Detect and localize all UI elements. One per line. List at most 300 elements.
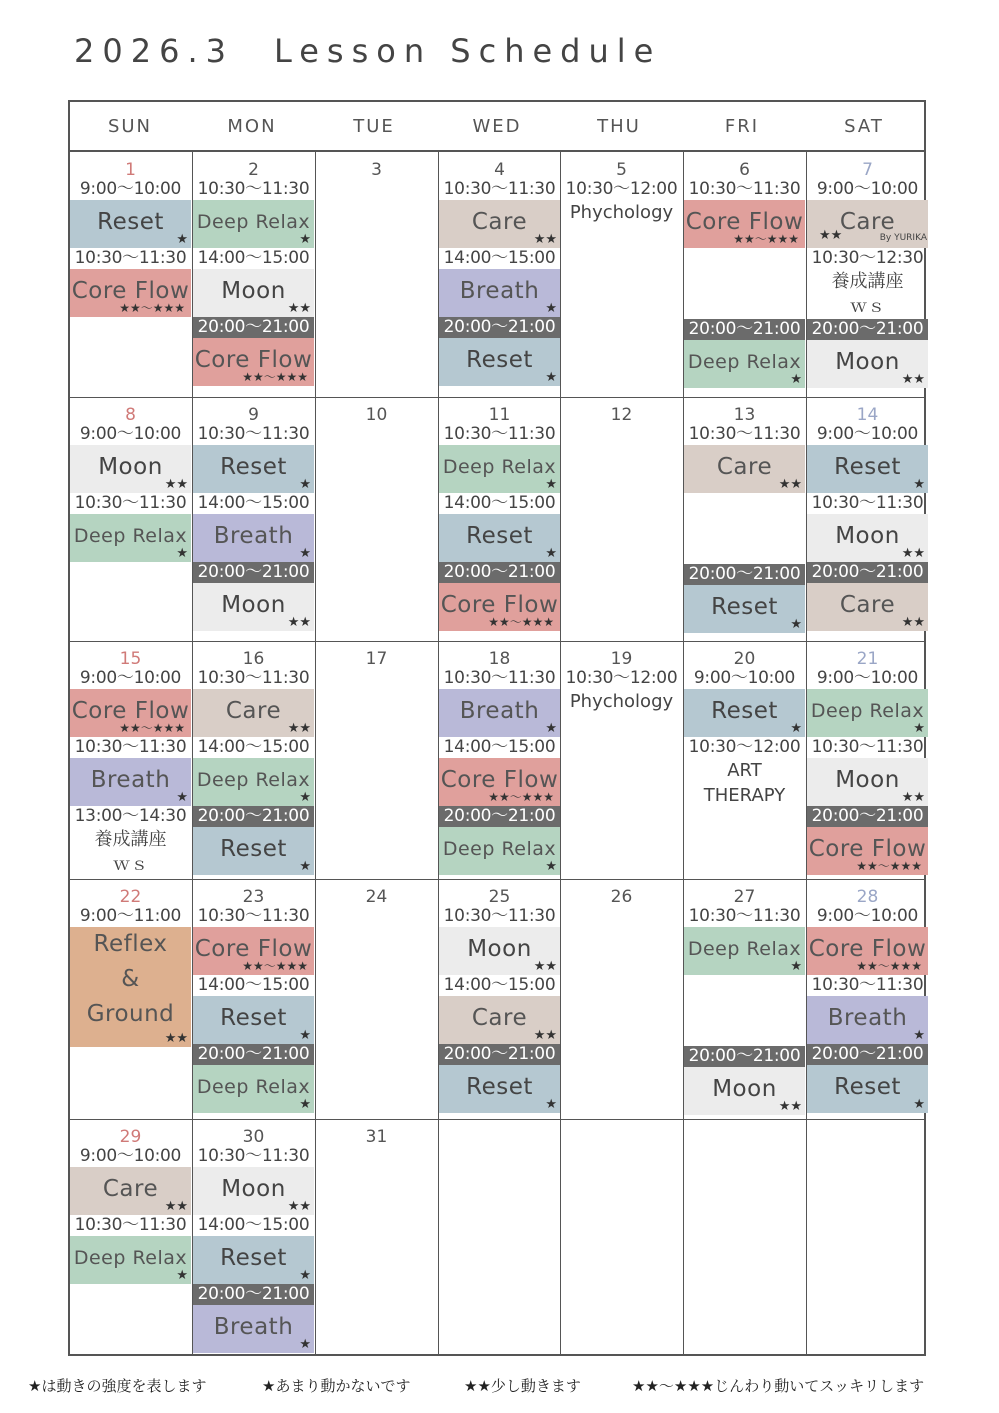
time-slot: 14:00〜15:00 bbox=[443, 493, 556, 513]
event-text: ART bbox=[727, 760, 762, 781]
class-name: Reset bbox=[834, 454, 901, 480]
intensity-stars: ★★ bbox=[287, 301, 311, 316]
class-block-breath[interactable] bbox=[70, 758, 191, 806]
time-slot: 10:30〜11:30 bbox=[688, 424, 801, 444]
day-number: 11 bbox=[488, 405, 511, 425]
day-cell bbox=[561, 398, 682, 641]
class-block-breath[interactable] bbox=[193, 514, 314, 562]
page-title: 2026.3 Lesson Schedule bbox=[74, 32, 662, 70]
day-number: 30 bbox=[242, 1127, 265, 1147]
legend-two-three-star: ★★〜★★★じんわり動いてスッキリします bbox=[632, 1377, 925, 1395]
class-name: Deep Relax bbox=[687, 938, 802, 960]
intensity-stars: ★ bbox=[299, 1268, 311, 1283]
time-slot: 10:30〜12:30 bbox=[811, 248, 924, 268]
class-block-moon[interactable] bbox=[439, 927, 560, 975]
intensity-stars: ★★〜★★★ bbox=[119, 721, 185, 735]
time-slot: 20:00〜21:00 bbox=[684, 564, 805, 585]
day-number: 12 bbox=[610, 405, 633, 425]
class-name: Reset bbox=[97, 209, 164, 235]
class-block-core[interactable] bbox=[70, 269, 191, 317]
class-name: Deep Relax bbox=[196, 769, 311, 791]
time-slot: 10:30〜11:30 bbox=[197, 668, 310, 688]
class-name: Deep Relax bbox=[442, 456, 557, 478]
class-name: Core Flow bbox=[71, 278, 190, 304]
day-number: 16 bbox=[242, 649, 265, 669]
day-number: 18 bbox=[488, 649, 511, 669]
time-slot: 14:00〜15:00 bbox=[197, 975, 310, 995]
class-block-breath[interactable] bbox=[439, 689, 560, 737]
class-block-care[interactable] bbox=[807, 583, 928, 631]
intensity-stars: ★ bbox=[299, 1028, 311, 1043]
intensity-stars: ★ bbox=[299, 859, 311, 874]
class-name: Care bbox=[102, 1176, 159, 1202]
day-number: 14 bbox=[856, 405, 879, 425]
intensity-stars: ★ bbox=[790, 721, 802, 736]
time-slot: 9:00〜10:00 bbox=[816, 906, 919, 926]
intensity-stars: ★ bbox=[913, 1028, 925, 1043]
class-block-moon[interactable] bbox=[193, 1167, 314, 1215]
legend-one-star: ★あまり動かないです bbox=[262, 1377, 411, 1395]
time-slot: 10:30〜11:30 bbox=[443, 906, 556, 926]
class-block-core[interactable] bbox=[193, 338, 314, 386]
class-block-core[interactable] bbox=[807, 827, 928, 875]
class-name: Breath bbox=[213, 1314, 294, 1340]
class-name: Core Flow bbox=[194, 347, 313, 373]
day-cell bbox=[193, 153, 314, 397]
intensity-stars: ★★〜★★★ bbox=[488, 615, 554, 629]
class-name: Reset bbox=[834, 1074, 901, 1100]
day-cell bbox=[684, 642, 805, 879]
class-block-deep[interactable] bbox=[70, 1236, 191, 1284]
time-slot: 13:00〜14:30 bbox=[74, 806, 187, 826]
day-cell bbox=[439, 880, 560, 1119]
intensity-stars: ★ bbox=[790, 959, 802, 974]
day-number: 4 bbox=[494, 160, 505, 180]
intensity-stars: ★ bbox=[299, 1337, 311, 1352]
event-text: ｗｓ bbox=[849, 296, 886, 317]
class-block-moon[interactable] bbox=[193, 269, 314, 317]
class-name: Reset bbox=[466, 1074, 533, 1100]
class-block-breath[interactable] bbox=[807, 996, 928, 1044]
time-slot: 9:00〜10:00 bbox=[693, 668, 796, 688]
time-slot: 10:30〜11:30 bbox=[443, 179, 556, 199]
class-block-core[interactable] bbox=[807, 927, 928, 975]
class-block-deep[interactable] bbox=[439, 827, 560, 875]
intensity-stars: ★ bbox=[913, 477, 925, 492]
intensity-stars: ★★ bbox=[901, 546, 925, 561]
time-slot: 14:00〜15:00 bbox=[197, 493, 310, 513]
time-slot: 9:00〜11:00 bbox=[79, 906, 182, 926]
time-slot: 10:30〜11:30 bbox=[688, 906, 801, 926]
class-block-reset[interactable] bbox=[807, 445, 928, 493]
day-cell bbox=[316, 153, 437, 397]
time-slot: 14:00〜15:00 bbox=[197, 1215, 310, 1235]
cell-spacer bbox=[684, 975, 805, 1046]
class-block-care[interactable] bbox=[807, 200, 928, 248]
class-name: Care bbox=[471, 1005, 528, 1031]
legend-two-star: ★★少し動きます bbox=[464, 1377, 581, 1395]
day-cell bbox=[193, 398, 314, 641]
day-number: 3 bbox=[371, 160, 382, 180]
class-name-line: & bbox=[121, 966, 140, 992]
time-slot: 20:00〜21:00 bbox=[807, 319, 928, 340]
day-number: 5 bbox=[616, 160, 627, 180]
day-cell bbox=[807, 880, 928, 1119]
weekday-header-sun: SUN bbox=[107, 116, 153, 137]
class-block-reset[interactable] bbox=[807, 1065, 928, 1113]
class-name: Deep Relax bbox=[687, 351, 802, 373]
time-slot: 10:30〜11:30 bbox=[811, 737, 924, 757]
class-block-reset[interactable] bbox=[70, 200, 191, 248]
event-text: Phychology bbox=[569, 202, 674, 223]
class-block-core[interactable] bbox=[439, 758, 560, 806]
class-name: Reset bbox=[220, 454, 287, 480]
class-name: Deep Relax bbox=[73, 525, 188, 547]
class-name: Reset bbox=[220, 836, 287, 862]
time-slot: 20:00〜21:00 bbox=[193, 317, 314, 338]
class-block-breath[interactable] bbox=[193, 1305, 314, 1353]
class-block-reset[interactable] bbox=[439, 1065, 560, 1113]
class-block-reset[interactable] bbox=[439, 338, 560, 386]
intensity-stars: ★★〜★★★ bbox=[733, 232, 799, 246]
intensity-stars: ★★ bbox=[164, 477, 188, 492]
class-block-deep[interactable] bbox=[439, 445, 560, 493]
day-cell bbox=[684, 880, 805, 1119]
time-slot: 20:00〜21:00 bbox=[807, 806, 928, 827]
class-name: Reset bbox=[466, 523, 533, 549]
intensity-stars: ★ bbox=[913, 1097, 925, 1112]
class-name: Moon bbox=[835, 349, 900, 375]
class-block-reset[interactable] bbox=[193, 996, 314, 1044]
time-slot: 10:30〜11:30 bbox=[811, 975, 924, 995]
intensity-stars: ★ bbox=[545, 1097, 557, 1112]
class-name: Moon bbox=[835, 767, 900, 793]
time-slot: 10:30〜11:30 bbox=[811, 493, 924, 513]
day-number: 22 bbox=[119, 887, 142, 907]
weekday-header-thu: THU bbox=[597, 116, 641, 137]
class-name: Breath bbox=[90, 767, 171, 793]
time-slot: 10:30〜11:30 bbox=[197, 179, 310, 199]
time-slot: 20:00〜21:00 bbox=[439, 806, 560, 827]
class-name: Care bbox=[839, 209, 896, 235]
day-cell bbox=[561, 153, 682, 397]
class-block-breath[interactable] bbox=[439, 269, 560, 317]
time-slot: 10:30〜11:30 bbox=[443, 668, 556, 688]
time-slot: 20:00〜21:00 bbox=[807, 562, 928, 583]
class-name: Moon bbox=[221, 278, 286, 304]
weekday-header-mon: MON bbox=[227, 116, 277, 137]
class-name: Core Flow bbox=[808, 936, 927, 962]
day-cell bbox=[807, 642, 928, 879]
class-name: Deep Relax bbox=[196, 211, 311, 233]
time-slot: 9:00〜10:00 bbox=[816, 179, 919, 199]
day-cell bbox=[70, 1120, 191, 1354]
day-cell bbox=[561, 642, 682, 879]
intensity-stars: ★ bbox=[545, 370, 557, 385]
class-name: Moon bbox=[98, 454, 163, 480]
event-text: ｗｓ bbox=[112, 854, 149, 875]
class-block-reset[interactable] bbox=[439, 514, 560, 562]
event-text: 養成講座 bbox=[831, 271, 904, 292]
cell-spacer bbox=[684, 248, 805, 319]
weekday-header-sat: SAT bbox=[844, 116, 884, 137]
day-cell bbox=[316, 642, 437, 879]
time-slot: 9:00〜10:00 bbox=[79, 1146, 182, 1166]
day-number: 20 bbox=[733, 649, 756, 669]
intensity-stars: ★★〜★★★ bbox=[856, 959, 922, 973]
class-block-reset[interactable] bbox=[684, 689, 805, 737]
class-name: Care bbox=[471, 209, 528, 235]
class-name: Moon bbox=[467, 936, 532, 962]
day-number: 21 bbox=[856, 649, 879, 669]
class-name: Moon bbox=[835, 523, 900, 549]
event-text: 養成講座 bbox=[94, 829, 167, 850]
class-block-care[interactable] bbox=[684, 445, 805, 493]
class-name: Breath bbox=[459, 278, 540, 304]
day-cell bbox=[561, 880, 682, 1119]
intensity-stars: ★★〜★★★ bbox=[488, 790, 554, 804]
intensity-stars: ★★ bbox=[533, 959, 557, 974]
class-name: Core Flow bbox=[685, 209, 804, 235]
time-slot: 9:00〜10:00 bbox=[79, 424, 182, 444]
intensity-stars: ★★ bbox=[901, 372, 925, 387]
class-name: Reset bbox=[220, 1005, 287, 1031]
time-slot: 10:30〜11:30 bbox=[74, 737, 187, 757]
intensity-stars: ★★ bbox=[287, 1199, 311, 1214]
class-block-core[interactable] bbox=[70, 689, 191, 737]
class-name: Moon bbox=[712, 1076, 777, 1102]
day-cell bbox=[807, 398, 928, 641]
class-name: Reset bbox=[711, 594, 778, 620]
day-cell bbox=[439, 398, 560, 641]
intensity-stars: ★ bbox=[299, 232, 311, 247]
day-cell bbox=[439, 642, 560, 879]
intensity-stars: ★ bbox=[299, 477, 311, 492]
intensity-stars: ★ bbox=[545, 477, 557, 492]
time-slot: 20:00〜21:00 bbox=[193, 1044, 314, 1065]
day-number: 15 bbox=[119, 649, 142, 669]
time-slot: 9:00〜10:00 bbox=[79, 668, 182, 688]
time-slot: 20:00〜21:00 bbox=[807, 1044, 928, 1065]
class-name: Core Flow bbox=[440, 592, 559, 618]
intensity-stars: ★★〜★★★ bbox=[242, 370, 308, 384]
intensity-stars: ★ bbox=[790, 372, 802, 387]
day-cell bbox=[316, 398, 437, 641]
class-name: Reset bbox=[220, 1245, 287, 1271]
time-slot: 9:00〜10:00 bbox=[816, 424, 919, 444]
intensity-stars: ★★ bbox=[533, 1028, 557, 1043]
time-slot: 14:00〜15:00 bbox=[197, 248, 310, 268]
intensity-stars: ★ bbox=[545, 721, 557, 736]
class-name: Reset bbox=[466, 347, 533, 373]
class-name: Reset bbox=[711, 698, 778, 724]
time-slot: 20:00〜21:00 bbox=[439, 1044, 560, 1065]
class-block-deep[interactable] bbox=[70, 514, 191, 562]
intensity-stars: ★ bbox=[299, 790, 311, 805]
time-slot: 14:00〜15:00 bbox=[443, 975, 556, 995]
class-name: Breath bbox=[827, 1005, 908, 1031]
class-block-care[interactable] bbox=[439, 200, 560, 248]
legend-note: ★は動きの強度を表します bbox=[28, 1377, 207, 1395]
day-cell bbox=[70, 398, 191, 641]
time-slot: 20:00〜21:00 bbox=[439, 562, 560, 583]
day-number: 17 bbox=[365, 649, 388, 669]
day-number: 9 bbox=[248, 405, 259, 425]
intensity-stars: ★★〜★★★ bbox=[856, 859, 922, 873]
day-number: 13 bbox=[733, 405, 756, 425]
time-slot: 14:00〜15:00 bbox=[197, 737, 310, 757]
intensity-stars: ★ bbox=[299, 546, 311, 561]
intensity-stars: ★ bbox=[176, 232, 188, 247]
class-name: Deep Relax bbox=[196, 1076, 311, 1098]
day-cell bbox=[193, 1120, 314, 1354]
weekday-header-wed: WED bbox=[472, 116, 522, 137]
time-slot: 10:30〜12:00 bbox=[565, 668, 678, 688]
class-name: Breath bbox=[459, 698, 540, 724]
class-name: Breath bbox=[213, 523, 294, 549]
intensity-stars: ★★ bbox=[287, 721, 311, 736]
class-block-deep[interactable] bbox=[193, 200, 314, 248]
class-block-deep[interactable] bbox=[193, 1065, 314, 1113]
class-block-core[interactable] bbox=[439, 583, 560, 631]
day-number: 6 bbox=[739, 160, 750, 180]
intensity-stars: ★ bbox=[299, 1097, 311, 1112]
day-number: 10 bbox=[365, 405, 388, 425]
day-number: 8 bbox=[125, 405, 136, 425]
intensity-stars: ★ bbox=[545, 301, 557, 316]
intensity-stars: ★★ bbox=[533, 232, 557, 247]
day-cell bbox=[316, 1120, 437, 1354]
day-cell bbox=[70, 880, 191, 1119]
time-slot: 20:00〜21:00 bbox=[684, 319, 805, 340]
intensity-stars: ★★〜★★★ bbox=[242, 959, 308, 973]
day-cell bbox=[439, 153, 560, 397]
day-number: 24 bbox=[365, 887, 388, 907]
event-text: THERAPY bbox=[703, 785, 786, 806]
class-block-core[interactable] bbox=[193, 927, 314, 975]
class-block-deep[interactable] bbox=[193, 758, 314, 806]
time-slot: 9:00〜10:00 bbox=[79, 179, 182, 199]
day-cell bbox=[70, 642, 191, 879]
time-slot: 20:00〜21:00 bbox=[684, 1046, 805, 1067]
time-slot: 10:30〜11:30 bbox=[197, 1146, 310, 1166]
class-block-moon[interactable] bbox=[807, 340, 928, 388]
class-block-moon[interactable] bbox=[193, 583, 314, 631]
class-block-moon[interactable] bbox=[807, 514, 928, 562]
class-name: Core Flow bbox=[194, 936, 313, 962]
time-slot: 14:00〜15:00 bbox=[443, 248, 556, 268]
intensity-stars: ★ bbox=[545, 859, 557, 874]
day-number: 19 bbox=[610, 649, 633, 669]
intensity-stars: ★★ bbox=[778, 1099, 802, 1114]
intensity-stars: ★★ bbox=[819, 228, 843, 243]
class-block-deep[interactable] bbox=[684, 927, 805, 975]
day-number: 23 bbox=[242, 887, 265, 907]
class-block-moon[interactable] bbox=[70, 445, 191, 493]
day-number: 7 bbox=[862, 160, 873, 180]
time-slot: 20:00〜21:00 bbox=[193, 562, 314, 583]
class-block-deep[interactable] bbox=[684, 340, 805, 388]
time-slot: 10:30〜11:30 bbox=[74, 493, 187, 513]
class-block-reflex-ground[interactable] bbox=[70, 927, 191, 1047]
time-slot: 9:00〜10:00 bbox=[816, 668, 919, 688]
class-name: Moon bbox=[221, 1176, 286, 1202]
class-name: Deep Relax bbox=[442, 838, 557, 860]
class-name: Moon bbox=[221, 592, 286, 618]
time-slot: 10:30〜11:30 bbox=[197, 906, 310, 926]
class-name: Care bbox=[716, 454, 773, 480]
class-block-moon[interactable] bbox=[807, 758, 928, 806]
class-name: Deep Relax bbox=[810, 700, 925, 722]
class-name: Core Flow bbox=[440, 767, 559, 793]
intensity-stars: ★★ bbox=[287, 615, 311, 630]
cell-spacer bbox=[684, 493, 805, 564]
day-number: 25 bbox=[488, 887, 511, 907]
time-slot: 10:30〜11:30 bbox=[443, 424, 556, 444]
class-block-care[interactable] bbox=[439, 996, 560, 1044]
intensity-stars: ★★ bbox=[778, 477, 802, 492]
class-block-care[interactable] bbox=[193, 689, 314, 737]
day-number: 28 bbox=[856, 887, 879, 907]
class-name-line: Ground bbox=[86, 1001, 175, 1027]
intensity-stars: ★★ bbox=[901, 615, 925, 630]
event-text: Phychology bbox=[569, 691, 674, 712]
day-cell bbox=[193, 642, 314, 879]
class-block-moon[interactable] bbox=[684, 1067, 805, 1115]
time-slot: 10:30〜11:30 bbox=[688, 179, 801, 199]
day-cell bbox=[684, 398, 805, 641]
class-block-reset[interactable] bbox=[193, 1236, 314, 1284]
time-slot: 10:30〜12:00 bbox=[688, 737, 801, 757]
day-cell bbox=[807, 153, 928, 397]
time-slot: 10:30〜11:30 bbox=[74, 1215, 187, 1235]
time-slot: 10:30〜11:30 bbox=[197, 424, 310, 444]
class-block-care[interactable] bbox=[70, 1167, 191, 1215]
day-number: 26 bbox=[610, 887, 633, 907]
class-name: Deep Relax bbox=[73, 1247, 188, 1269]
time-slot: 20:00〜21:00 bbox=[193, 806, 314, 827]
time-slot: 10:30〜12:00 bbox=[565, 179, 678, 199]
time-slot: 20:00〜21:00 bbox=[439, 317, 560, 338]
class-block-reset[interactable] bbox=[193, 445, 314, 493]
intensity-stars: ★ bbox=[176, 790, 188, 805]
instructor-credit: By YURIKA bbox=[879, 233, 927, 243]
time-slot: 14:00〜15:00 bbox=[443, 737, 556, 757]
intensity-stars: ★ bbox=[176, 546, 188, 561]
class-block-deep[interactable] bbox=[807, 689, 928, 737]
class-block-reset[interactable] bbox=[193, 827, 314, 875]
intensity-stars: ★ bbox=[545, 546, 557, 561]
day-number: 1 bbox=[125, 160, 136, 180]
intensity-stars: ★ bbox=[176, 1268, 188, 1283]
day-number: 29 bbox=[119, 1127, 142, 1147]
class-name: Care bbox=[225, 698, 282, 724]
intensity-stars: ★★ bbox=[901, 790, 925, 805]
class-name: Core Flow bbox=[71, 698, 190, 724]
class-block-core[interactable] bbox=[684, 200, 805, 248]
time-slot: 10:30〜11:30 bbox=[74, 248, 187, 268]
intensity-stars: ★★ bbox=[164, 1199, 188, 1214]
class-name-line: Reflex bbox=[93, 931, 168, 957]
day-number: 2 bbox=[248, 160, 259, 180]
class-name: Care bbox=[839, 592, 896, 618]
intensity-stars: ★★〜★★★ bbox=[119, 301, 185, 315]
intensity-stars: ★ bbox=[790, 617, 802, 632]
intensity-stars: ★ bbox=[913, 721, 925, 736]
day-cell bbox=[70, 153, 191, 397]
class-name: Core Flow bbox=[808, 836, 927, 862]
class-block-reset[interactable] bbox=[684, 585, 805, 633]
